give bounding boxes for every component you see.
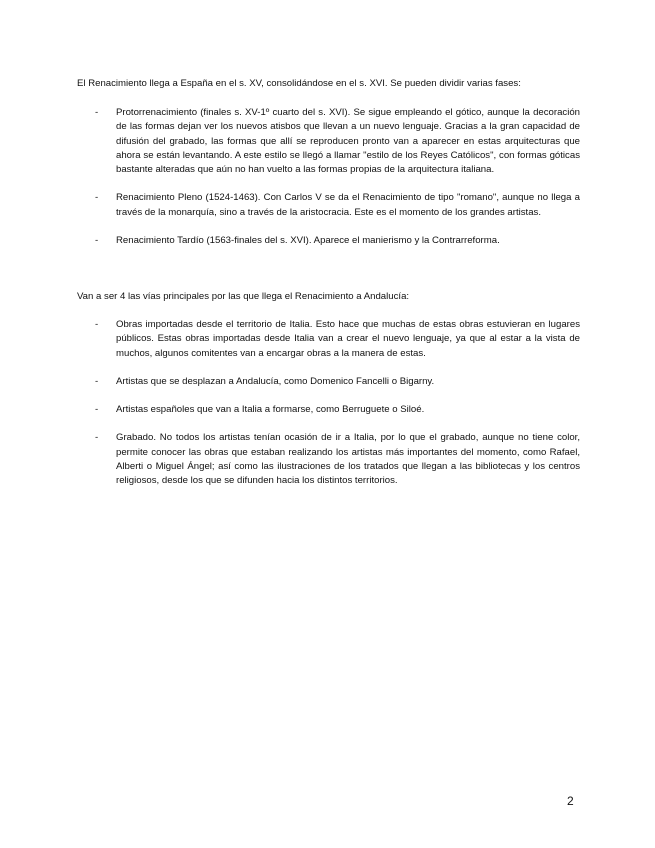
list-item [77, 318, 580, 361]
bullet-dash: - [95, 404, 99, 416]
phase-renacimiento-pleno-text: Renacimiento Pleno (1524-1463). Con Carlos V se da el Renacimiento de tipo "romano", aunque no llega a través de la monarquía, sino a través de la aristocracia. Este es el momento de los grandes artistas. [116, 192, 580, 218]
list-item [77, 234, 580, 248]
bullet-dash: - [95, 235, 99, 247]
routes-list [77, 318, 580, 489]
bullet-dash: - [95, 432, 99, 444]
bullet-dash: - [95, 375, 99, 387]
phase-protorrenacimiento-text: Protorrenacimiento (finales s. XV-1º cuarto del s. XVI). Se sigue empleando el gótico, aunque la decoración de las formas dejan ver los nuevos atisbos que llevan a un nuevo lenguaje. Gracias a la gran capacidad de difusión del grabado, las formas que allí se reproducen pronto van a aparecer en estas arquitecturas que ahora se están levantando. A este estilo se llegó a llamar "estilo de los Reyes Católicos", con formas góticas bastante alteradas que aún no han vuelto a las formas propias de la arquitectura italiana. [116, 107, 580, 176]
list-item [77, 106, 580, 177]
list-item [77, 403, 580, 417]
list-item [77, 375, 580, 389]
bullet-dash: - [95, 107, 99, 118]
page-number: 2 [567, 794, 574, 808]
route-grabado-text: Grabado. No todos los artistas tenían ocasión de ir a Italia, por lo que el grabado, aunque no tiene color, permite conocer las obras que estaban realizando los artistas más importantes del momento, como Rafael, Alberti o Miguel Ángel; así como las ilustraciones de los tratados que llegan a las bibliotecas y los centros religiosos, desde los que se difunden hacia los distintos territorios. [116, 432, 580, 487]
phases-list [77, 106, 580, 248]
route-artistas-desplazan-text: Artistas que se desplazan a Andalucía, como Domenico Fancelli o Bigarny. [116, 375, 435, 387]
routes-intro-paragraph: Van a ser 4 las vías principales por las que llega el Renacimiento a Andalucía: [77, 291, 410, 302]
bullet-dash: - [95, 192, 99, 204]
phase-renacimiento-tardio-text: Renacimiento Tardío (1563-finales del s. XVI). Aparece el manierismo y la Contrarreforma. [116, 235, 500, 247]
list-item [77, 431, 580, 488]
intro-paragraph: El Renacimiento llega a España en el s. XV, consolidándose en el s. XVI. Se pueden dividir varias fases: [77, 78, 521, 89]
route-obras-importadas-text: Obras importadas desde el territorio de Italia. Esto hace que muchas de estas obras estuvieran en lugares públicos. Estas obras importadas desde Italia van a crear el nuevo lenguaje, ya que al estar a la vista de muchos, algunos comitentes van a encargar obras a la manera de estas. [116, 319, 580, 359]
route-artistas-espanoles-text: Artistas españoles que van a Italia a formarse, como Berruguete o Siloé. [116, 404, 425, 416]
list-item [77, 191, 580, 220]
bullet-dash: - [95, 319, 99, 330]
